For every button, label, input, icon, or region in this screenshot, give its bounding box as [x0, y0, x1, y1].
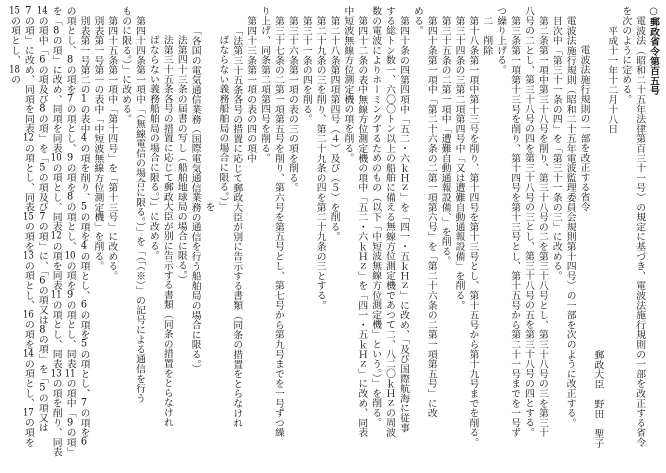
- amendment-line: 第二条第一項中第三十八号を削り、第三十八号の二を第三十八号とし、第三十八号の三を第三十: [536, 15, 548, 438]
- amendment-line: 15の項とし、18の: [9, 6, 21, 85]
- amendment-line: 第三十一条の四を削る。: [300, 15, 312, 124]
- table-line: ばならない義務船舶局の場合に限る。）」: [217, 35, 229, 212]
- amendment-line: する総トン数一、六〇〇トン以上の船舶に備える無線方位測定機であつて二、八二〇ｋＨｚの周波: [384, 6, 396, 438]
- table-line: 「法第三十五条各号の措置に応じて郵政大臣が別に告示する書類（同条の措置をとらなけれ: [231, 25, 243, 428]
- amendment-line: 中短波無線方位測定機の項を削る。: [342, 6, 354, 163]
- gazette-page: [6, 6, 660, 468]
- amendment-line: 14の項中「6の項及び8の項」を「5の項及び7の項」に、「6の項又は8の項」を「5の項又は: [36, 6, 48, 433]
- amendment-line: 電波法施行規則（昭和二十五年電波監理委員会規則第十四号）の一部を次のように改正する。: [564, 15, 576, 428]
- amendment-line: 第四十条の四第四項中「五二・六ｋＨｚ」を「四一・五ｋＨｚ」に改め、「及び国際航海に従事: [397, 15, 409, 433]
- amendment-line: 第二十九条の三を削り、第二十九条の四を第二十九条の三とする。: [314, 15, 326, 310]
- amendment-line: める。: [411, 6, 423, 36]
- amendment-line: 別表第一号第一の表中「中短波無線方位測定機」を削る。: [92, 15, 104, 271]
- amendment-line: 第四十五条第一項中「第十四号」を「第十三号」に改める。: [106, 15, 118, 281]
- amendment-line: つ繰り上げる。: [495, 6, 507, 75]
- table-line: 法第四十三条の届書の写し（船舶地球局の場合に限る。）: [175, 35, 187, 286]
- amendment-line: 数の電波によりホーミングするためのもの（以下「中短波無線方位測定機」という。）」を削る。: [370, 6, 382, 428]
- amendment-line: 第三十四条の三第二項第四号中「又は遭難自動通報設備」を削る。: [453, 15, 465, 310]
- amendment-line: り上げ、同条第二項第四号を削る。: [259, 6, 271, 163]
- amendment-line: 第四十条第一項中「第二十六条の二第一項第六号」を「第二十六条の二第一項第五号」に改: [425, 15, 437, 418]
- amendment-line: 目次中「第三十一条の四」を「第三十一条の三」に改める。: [550, 15, 562, 281]
- amendment-line: 第四十三条第一項の表の四の項中: [245, 15, 257, 163]
- amendment-line: 第三十五条の二第一項中「遭難自動通報設備、」を削る。: [439, 15, 451, 266]
- table-line: 法第三十五条各号の措置に応じて郵政大臣が別に告示する書類（同条の措置をとらなけれ: [161, 35, 173, 428]
- amendment-line: 第三十七条の二第一項第五号を削り、第六号を第五号とし、第七号から第九号までを一号ずつ繰: [272, 15, 284, 438]
- ordinance-title: 電波法施行規則の一部を改正する省令: [578, 45, 590, 212]
- signatory: 郵政大臣 野田 聖子: [592, 350, 604, 449]
- amendment-line: 第四十四条第一項中「（無線電信の場合に限る。）」を「（「（※）」の記号による通信を行う: [134, 15, 146, 403]
- amendment-line: 7の項」に改め、同項を同表12の項とし、同表15の項を13の項とし、16の項を14の項とし、17の項を: [22, 6, 34, 448]
- amendment-line: 第十八条第一項中第十三号を削り、第十四号を第十三号とし、第十五号から第十九号までを削る。: [467, 15, 479, 447]
- amendment-line: 八号の二とし、第三十八号の四を第三十八号の三とし、第三十八号の五を第三十八号の四とする。: [522, 6, 534, 438]
- amendment-line: ものに限る。）」に改める。: [120, 6, 132, 124]
- table-line: を: [203, 202, 215, 212]
- amendment-line: 第三条第一項第十三号を削り、第十四号を第十三号とし、第十五号から第二十一号までを一号ず: [509, 15, 521, 438]
- enactment-date: 平成十一年十二月十八日: [606, 25, 618, 134]
- amendment-line: 第四十二条の表中無線方位測定機の項中「五二・六ｋＨｚ」を「四一・五ｋＨｚ」に改め、同表: [356, 15, 368, 438]
- table-line: 「各国の電気通信業務（国際電気通信業務の通信を行う船舶局の場合に限る。）: [189, 25, 201, 374]
- amendment-line: を「8の項」に改め、同項を同表10の項とし、同表12の項を同表11の項とし、同表13の項を削り、同表: [50, 6, 62, 457]
- preamble-line: 電波法（昭和二十五年法律第百三十一号）の規定に基づき、電波法施行規則の一部を改正する省令: [634, 15, 646, 447]
- amendment-line: 別表第一号第二の1の表中4の項を削り、5の項を4の項とし、6の項を5の項とし、7の項を6: [78, 15, 90, 448]
- amendment-line: の項とし、8の項を7の項とし、9の項を8の項とし、10の項を9の項とし、同表11の項中「9の項」: [64, 6, 76, 457]
- amendment-line: 第二十八条第四項第四号（４）及び（５）を削る。: [328, 15, 340, 242]
- amendment-line: 第三十六条第一項の表の三の項を削る。: [286, 15, 298, 193]
- table-line: ばならない義務船舶局の場合に限る。）」に改める。: [147, 35, 159, 261]
- amendment-line: 二 削除: [481, 15, 493, 55]
- ordinance-number: ○郵政省令第百五号: [648, 6, 659, 96]
- preamble-line: を次のように定める。: [620, 6, 632, 104]
